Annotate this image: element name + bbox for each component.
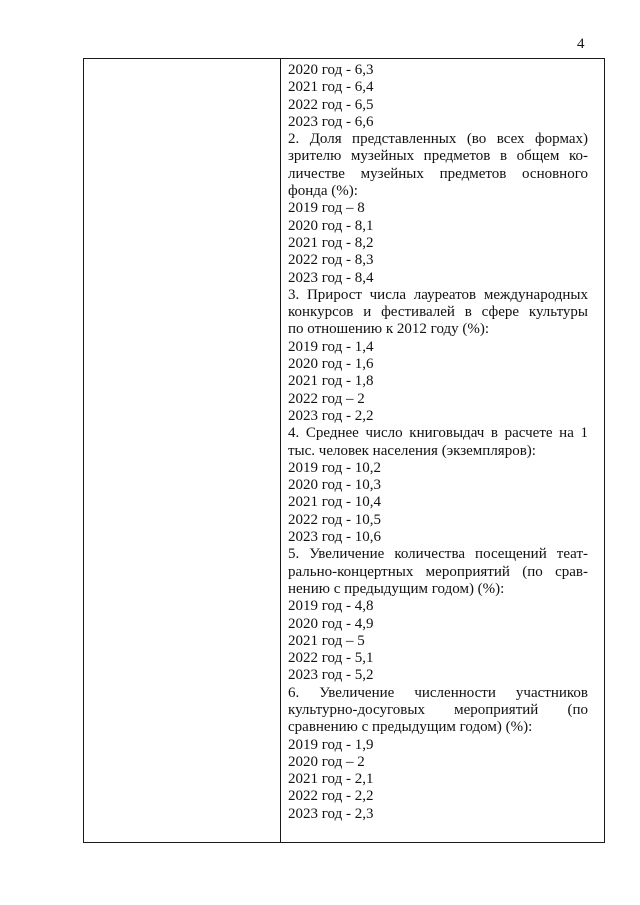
table-left-cell bbox=[84, 59, 280, 842]
text-line: личестве музейных предметов основного bbox=[288, 165, 588, 182]
text-line: 4. Среднее число книговыдач в расчете на 1 bbox=[288, 425, 588, 442]
text-line: нению с предыдущим годом) (%): bbox=[288, 580, 505, 597]
text-line: 2021 год - 10,4 bbox=[288, 494, 381, 511]
text-line: 2022 год - 2,2 bbox=[288, 788, 374, 805]
text-line: 2021 год – 5 bbox=[288, 632, 365, 649]
text-line: 2023 год - 8,4 bbox=[288, 269, 374, 286]
text-line: 2022 год - 6,5 bbox=[288, 96, 374, 113]
text-line: 2021 год - 8,2 bbox=[288, 234, 374, 251]
text-line: 2022 год – 2 bbox=[288, 390, 365, 407]
text-line: рально-концертных мероприятий (по срав- bbox=[288, 563, 588, 580]
text-line: 2022 год - 5,1 bbox=[288, 650, 374, 667]
text-line: 2. Доля представленных (во всех формах) bbox=[288, 131, 588, 148]
text-line: 2019 год - 1,9 bbox=[288, 736, 374, 753]
text-line: 2021 год - 2,1 bbox=[288, 771, 374, 788]
text-line: 2023 год - 5,2 bbox=[288, 667, 374, 684]
text-line: 2021 год - 6,4 bbox=[288, 79, 374, 96]
document-table bbox=[83, 58, 605, 843]
text-line: 2019 год - 4,8 bbox=[288, 598, 374, 615]
text-line: 2020 год - 4,9 bbox=[288, 615, 374, 632]
text-line: 2020 год - 6,3 bbox=[288, 62, 374, 78]
text-line: зрителю музейных предметов в общем ко- bbox=[288, 148, 588, 165]
text-line: 2022 год - 10,5 bbox=[288, 511, 381, 528]
text-line: 2020 год - 1,6 bbox=[288, 356, 374, 373]
text-line: конкурсов и фестивалей в сфере культуры bbox=[288, 304, 588, 321]
text-line: 2020 год – 2 bbox=[288, 753, 365, 770]
text-line: 6. Увеличение численности участников bbox=[288, 684, 588, 701]
text-line: 2023 год - 2,2 bbox=[288, 407, 374, 424]
text-line: 2020 год - 10,3 bbox=[288, 477, 381, 494]
text-line: фонда (%): bbox=[288, 183, 358, 200]
column-divider bbox=[280, 59, 281, 842]
page-number: 4 bbox=[577, 36, 585, 52]
text-line: 2022 год - 8,3 bbox=[288, 252, 374, 269]
text-line: 2020 год - 8,1 bbox=[288, 217, 374, 234]
text-line: 2021 год - 1,8 bbox=[288, 373, 374, 390]
text-line: 2023 год - 2,3 bbox=[288, 805, 374, 822]
text-line: 5. Увеличение количества посещений теат- bbox=[288, 546, 588, 563]
text-line: сравнению с предыдущим годом) (%): bbox=[288, 719, 533, 736]
text-line: 2023 год - 10,6 bbox=[288, 529, 381, 546]
text-line: 3. Прирост числа лауреатов международных bbox=[288, 286, 588, 303]
table-right-cell bbox=[288, 62, 588, 823]
text-line: 2019 год – 8 bbox=[288, 200, 365, 217]
text-line: 2019 год - 10,2 bbox=[288, 459, 381, 476]
text-line: 2023 год - 6,6 bbox=[288, 113, 374, 130]
text-line: по отношению к 2012 году (%): bbox=[288, 321, 490, 338]
text-line: тыс. человек населения (экземпляров): bbox=[288, 442, 536, 459]
text-line: 2019 год - 1,4 bbox=[288, 338, 374, 355]
text-line: культурно-досуговых мероприятий (по bbox=[288, 701, 588, 718]
